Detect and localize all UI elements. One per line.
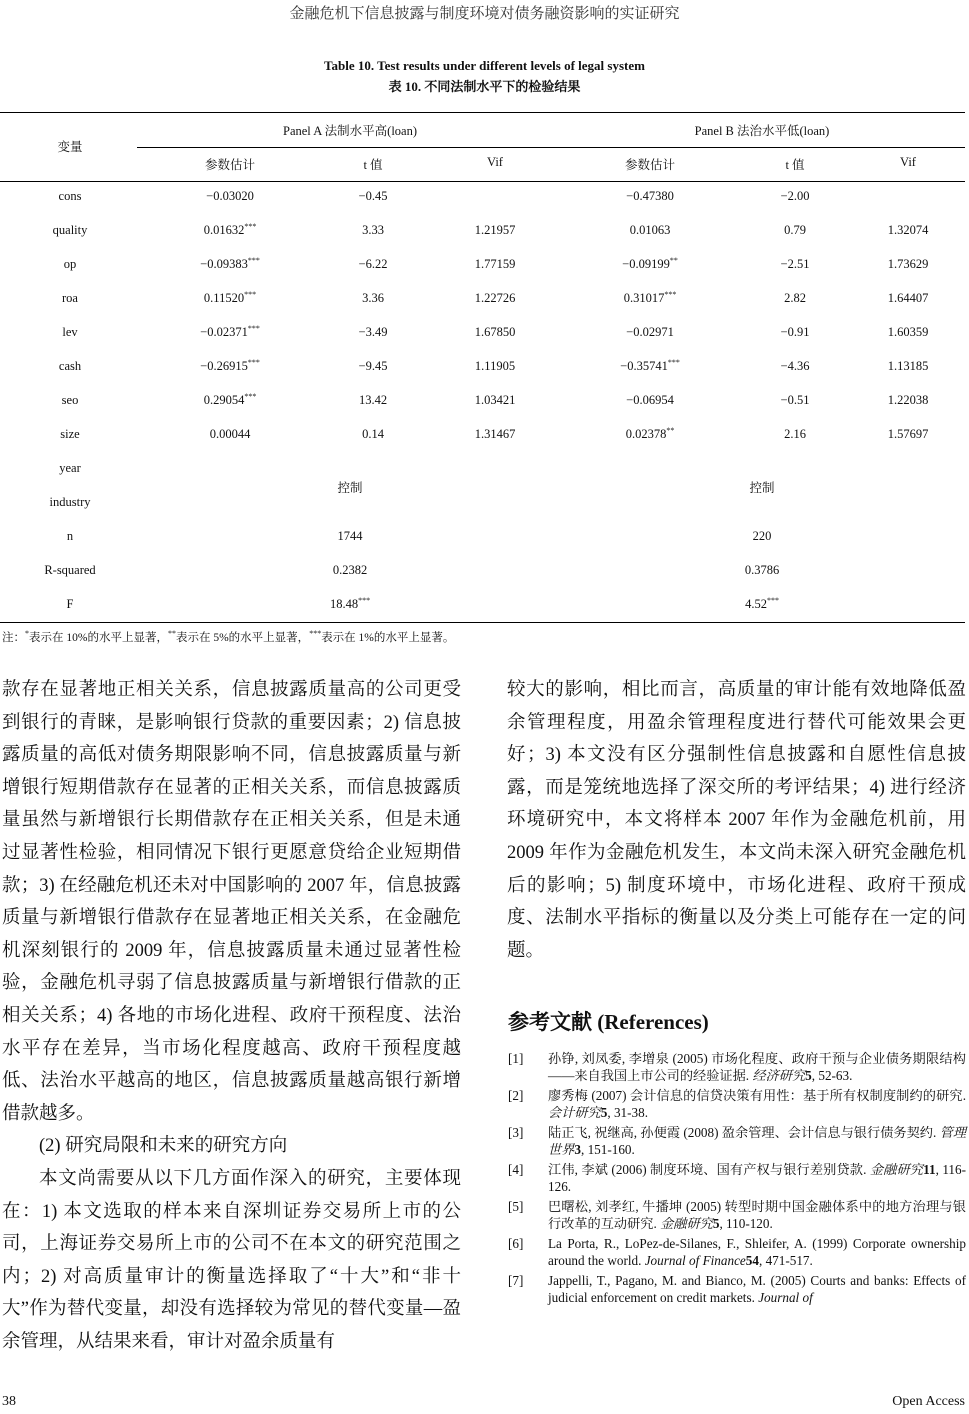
cell-value: 1.64407: [887, 291, 929, 305]
reference-body: 江伟, 李斌 (2006) 制度环境、国有产权与银行差别贷款.: [548, 1162, 870, 1177]
cell-value: 1.57697: [887, 427, 929, 441]
cell-value: cash: [58, 359, 82, 373]
column-header: [785, 155, 804, 173]
cell-vif: [475, 359, 515, 374]
reference-body: 巴曙松, 刘孝红, 牛播坤 (2005) 转型时期中国金融体系中的地方治理与银行改革的互动研究.: [548, 1199, 966, 1231]
cell-vif: [888, 393, 929, 408]
cell-value: −0.09199: [622, 257, 670, 271]
cell-value: 0.11520: [203, 291, 245, 305]
note-text: 表示在 10%的水平上显著，: [29, 632, 168, 644]
cell-estimate: [630, 223, 671, 238]
cell-value: 1.03421: [474, 393, 516, 407]
cell-vif: [475, 291, 516, 306]
reference-volume: 5: [712, 1216, 720, 1231]
cell-value: industry: [49, 495, 91, 509]
cell-value: 0.02378: [625, 427, 667, 441]
row-label: [60, 427, 79, 442]
reference-list: [508, 1050, 966, 1309]
cell-t: [784, 291, 806, 306]
cell-value: −0.91: [780, 325, 810, 339]
cell-vif: [475, 325, 516, 340]
reference-journal: 会计研究: [548, 1105, 601, 1120]
stat-cell: [338, 529, 363, 544]
references-heading: 参考文献 (References): [508, 1010, 709, 1034]
cell-value: 1.31467: [474, 427, 516, 441]
cell-value: −0.47380: [626, 189, 674, 203]
cell-estimate: [204, 291, 256, 306]
table-caption-en: Table 10. Test results under different levels of legal system: [324, 58, 645, 73]
control-cell: [337, 478, 362, 496]
reference-text: [548, 1087, 966, 1121]
reference-body: La Porta, R., LoPez-de-Silanes, F., Shleifer, A. (1999) Corporate ownership around the world.: [548, 1236, 966, 1268]
significance-stars: **: [666, 426, 675, 435]
column-header: [900, 155, 916, 170]
table-top-rule: [0, 112, 965, 113]
row-label: [67, 529, 73, 544]
right-column: [507, 674, 966, 967]
cell-vif: [475, 223, 516, 238]
body-paragraph: 较大的影响，相比而言，高质量的审计能有效地降低盈余管理程度，用盈余管理程度进行替代可能效果会更好；3) 本文没有区分强制性信息披露和自愿性信息披露，而是笼统地选择了深交所的考评结果；4) 进行经济环境研究中，本文将样本 2007 年作为金融危机前，用 2009 年作为金融危机发生，本文尚未深入研究金融危机后的影响；5) 制度环境中，市场化进程、政府干预成度、法制水平指标的衡量以及分类上可能存在一定的问题。: [507, 680, 966, 961]
cell-value: −0.03020: [206, 189, 254, 203]
cell-value: 0.14: [362, 427, 384, 441]
row-label: [64, 257, 77, 272]
reference-item: [508, 1198, 966, 1232]
cell-estimate: [626, 393, 674, 408]
section-subheading: (2) 研究局限和未来的研究方向: [39, 1136, 288, 1157]
reference-body: Jappelli, T., Pagano, M. and Bianco, M. (2005) Courts and banks: Effects of judicial enforcement on credit markets.: [548, 1273, 966, 1305]
reference-number: [5]: [508, 1199, 524, 1214]
cell-t: [781, 325, 810, 340]
cell-estimate: [620, 359, 680, 374]
cell-t: [781, 189, 810, 204]
left-column: [2, 674, 461, 1358]
body-paragraph: 款存在显著地正相关关系，信息披露质量高的公司更受到银行的青睐，是影响银行贷款的重要因素；2) 信息披露质量的高低对债务期限影响不同，信息披露质量与新增银行短期借款存在显著的正相关关系，而信息披露质量虽然与新增银行长期借款存在正相关关系，但是未通过显著性检验，相同情况下银行更愿意贷给企业短期借款；3) 在经融危机还未对中国影响的 2007 年，信息披露质量与新增银行借款存在显著地正相关关系，在金融危机深刻银行的 2009 年，信息披露质量未通过显著性检验，金融危机寻弱了信息披露质量与新增银行借款的正相关关系；4) 各地的市场化进程、政府干预程度、法治水平存在差异，当市场化程度越高、政府干预程度越低、法治水平越高的地区，信息披露质量越高银行新增借款越多。: [2, 680, 461, 1124]
note-star: ***: [309, 629, 322, 638]
cell-value: 0.79: [784, 223, 806, 237]
significance-stars: ***: [244, 392, 257, 401]
column-header: [625, 155, 675, 173]
cell-value: 2.16: [784, 427, 806, 441]
reference-journal: 管理世界: [548, 1125, 967, 1157]
cell-value: cons: [58, 189, 82, 203]
reference-item: [508, 1161, 966, 1195]
significance-stars: **: [669, 256, 678, 265]
reference-number: [3]: [508, 1125, 524, 1140]
cell-value: 1.13185: [887, 359, 929, 373]
cell-value: −0.06954: [626, 393, 674, 407]
cell-estimate: [200, 359, 260, 374]
reference-item: [508, 1124, 966, 1158]
cell-value: −2.00: [780, 189, 810, 203]
cell-value: 1.11905: [474, 359, 516, 373]
reference-journal: 金融研究: [869, 1162, 924, 1177]
reference-item: [508, 1235, 966, 1269]
cell-value: size: [60, 427, 80, 441]
significance-stars: ***: [247, 358, 260, 367]
cell-value: 0.31017: [623, 291, 665, 305]
reference-pages: , 151-160.: [580, 1142, 635, 1157]
cell-vif: [888, 257, 929, 272]
note-star: *: [25, 629, 29, 638]
page-number: 38: [2, 1394, 16, 1409]
cell-value: 3.36: [362, 291, 384, 305]
cell-value: t 值: [363, 158, 383, 172]
cell-value: −0.51: [780, 393, 810, 407]
significance-stars: ***: [247, 256, 260, 265]
cell-t: [359, 257, 388, 272]
cell-value: 220: [752, 529, 772, 543]
reference-volume: 5: [600, 1105, 608, 1120]
cell-vif: [475, 393, 516, 408]
reference-journal: 经济研究: [752, 1068, 806, 1083]
cell-t: [362, 223, 384, 238]
row-label: [67, 597, 74, 612]
stat-cell: [753, 529, 772, 544]
cell-t: [359, 393, 387, 408]
cell-value: −3.49: [358, 325, 388, 339]
reference-number: [2]: [508, 1088, 524, 1103]
table-header-rule: [0, 181, 965, 182]
cell-value: 参数估计: [204, 158, 256, 172]
cell-value: F: [66, 597, 74, 611]
cell-value: 0.29054: [203, 393, 245, 407]
cell-value: t 值: [785, 158, 805, 172]
reference-journal: Journal of: [758, 1290, 813, 1305]
significance-stars: ***: [667, 358, 680, 367]
cell-value: −9.45: [358, 359, 388, 373]
cell-t: [362, 427, 384, 442]
reference-number: [1]: [508, 1051, 524, 1066]
cell-value: 13.42: [358, 393, 388, 407]
cell-vif: [888, 325, 929, 340]
reference-body: 陆正飞, 祝继高, 孙便霞 (2008) 盈余管理、会计信息与银行债务契约.: [548, 1125, 940, 1140]
cell-value: 0.3786: [744, 563, 780, 577]
reference-pages: , 471-517.: [758, 1253, 813, 1268]
reference-journal: 金融研究: [660, 1216, 713, 1231]
row-label: [53, 223, 88, 238]
cell-estimate: [210, 427, 251, 442]
row-label: [59, 461, 81, 476]
column-header: [487, 155, 503, 170]
table-caption-zh: 表 10. 不同法制水平下的检验结果: [388, 79, 581, 94]
reference-journal: Journal of Finance: [644, 1253, 746, 1268]
var-header: 变量: [57, 140, 83, 154]
cell-estimate: [204, 393, 257, 408]
cell-value: −2.51: [780, 257, 810, 271]
cell-estimate: [200, 325, 260, 340]
cell-estimate: [624, 291, 677, 306]
cell-estimate: [626, 189, 674, 204]
cell-t: [359, 325, 388, 340]
significance-stars: ***: [358, 596, 371, 605]
cell-value: −0.09383: [200, 257, 248, 271]
reference-number: [6]: [508, 1236, 524, 1251]
cell-t: [784, 223, 806, 238]
reference-pages: , 110-120.: [719, 1216, 773, 1231]
cell-value: 1.73629: [887, 257, 929, 271]
cell-vif: [888, 291, 929, 306]
reference-volume: 5: [805, 1068, 812, 1083]
cell-vif: [475, 257, 516, 272]
cell-estimate: [626, 325, 674, 340]
cell-value: −0.35741: [620, 359, 668, 373]
reference-volume: 11: [923, 1162, 936, 1177]
cell-value: roa: [62, 291, 78, 305]
cell-t: [362, 291, 384, 306]
panel-a-header: Panel A 法制水平高(loan): [282, 124, 418, 138]
column-header: [205, 155, 255, 173]
cell-value: 控制: [749, 481, 775, 495]
significance-stars: ***: [244, 222, 257, 231]
cell-value: year: [59, 461, 81, 475]
cell-value: Vif: [487, 155, 503, 169]
cell-value: 0.01632: [203, 223, 245, 237]
cell-estimate: [626, 427, 675, 442]
cell-vif: [888, 223, 929, 238]
stat-cell: [330, 597, 370, 612]
cell-value: quality: [52, 223, 88, 237]
note-star: **: [167, 629, 176, 638]
cell-value: op: [63, 257, 77, 271]
cell-value: 1.67850: [474, 325, 516, 339]
control-cell: [749, 478, 774, 496]
significance-stars: ***: [247, 324, 260, 333]
cell-value: n: [66, 529, 74, 543]
reference-item: [508, 1050, 966, 1084]
panel-b-header: Panel B 法治水平低(loan): [694, 124, 830, 138]
cell-estimate: [200, 257, 260, 272]
significance-stars: ***: [766, 596, 779, 605]
cell-value: 0.00044: [209, 427, 251, 441]
stat-cell: [745, 563, 779, 578]
cell-vif: [888, 359, 929, 374]
reference-item: [508, 1272, 966, 1306]
reference-pages: , 116-126.: [548, 1162, 967, 1194]
cell-estimate: [622, 257, 678, 272]
cell-value: 控制: [337, 481, 363, 495]
reference-text: [548, 1235, 966, 1269]
cell-estimate: [206, 189, 254, 204]
cell-value: 参数估计: [624, 158, 676, 172]
cell-value: 1744: [337, 529, 363, 543]
cell-t: [781, 393, 810, 408]
reference-volume: 54: [745, 1253, 759, 1268]
reference-text: [548, 1272, 966, 1306]
cell-value: 1.22726: [474, 291, 516, 305]
cell-t: [359, 359, 388, 374]
reference-volume: 3: [574, 1142, 581, 1157]
running-header: 金融危机下信息披露与制度环境对债务融资影响的实证研究: [289, 6, 680, 22]
row-label: [62, 325, 77, 340]
cell-value: Vif: [900, 155, 916, 169]
note-prefix: 注：: [2, 632, 25, 644]
cell-estimate: [204, 223, 257, 238]
table-sub-rule: [137, 147, 965, 148]
reference-text: [548, 1161, 966, 1195]
significance-stars: ***: [244, 290, 257, 299]
cell-value: 0.01063: [629, 223, 671, 237]
cell-t: [781, 359, 810, 374]
cell-value: 2.82: [784, 291, 806, 305]
cell-value: 1.60359: [887, 325, 929, 339]
row-label: [62, 291, 78, 306]
cell-value: −4.36: [780, 359, 810, 373]
cell-value: lev: [62, 325, 78, 339]
cell-value: 1.21957: [474, 223, 516, 237]
reference-text: [548, 1124, 966, 1158]
reference-body: 孙铮, 刘凤委, 李增泉 (2005) 市场化程度、政府干预与企业债务期限结构——来自我国上市公司的经验证据.: [548, 1051, 966, 1083]
stat-cell: [745, 597, 779, 612]
note-text: 表示在 1%的水平上显著。: [321, 632, 455, 644]
column-header: [363, 155, 382, 173]
reference-pages: , 31-38.: [607, 1105, 649, 1120]
table-note: [2, 629, 454, 645]
cell-t: [781, 257, 810, 272]
cell-value: −0.45: [358, 189, 388, 203]
cell-value: 18.48: [329, 597, 359, 611]
cell-value: 1.22038: [887, 393, 929, 407]
body-paragraph: 本文尚需要从以下几方面作深入的研究，主要体现在：1) 本文选取的样本来自深圳证券交易所上市的公司，上海证券交易所上市的公司不在本文的研究范围之内；2) 对高质量审计的衡量选择取了“十大”和“非十大”作为替代变量，却没有选择较为常见的替代变量—盈余管理，从结果来看，审计对盈余质量有: [2, 1168, 461, 1352]
cell-t: [784, 427, 806, 442]
note-text: 表示在 5%的水平上显著，: [175, 632, 310, 644]
reference-body: 廖秀梅 (2007) 会计信息的信贷决策有用性：基于所有权制度制约的研究.: [548, 1088, 966, 1103]
cell-value: seo: [61, 393, 79, 407]
cell-value: 4.52: [745, 597, 767, 611]
reference-text: [548, 1198, 966, 1232]
row-label: [59, 189, 82, 204]
row-label: [44, 563, 95, 578]
cell-t: [359, 189, 388, 204]
cell-value: −6.22: [358, 257, 388, 271]
cell-value: 0.2382: [332, 563, 368, 577]
stat-cell: [333, 563, 367, 578]
row-label: [59, 359, 81, 374]
reference-pages: , 52-63.: [811, 1068, 853, 1083]
row-label: [50, 495, 91, 510]
table-bottom-rule: [0, 622, 965, 623]
reference-item: [508, 1087, 966, 1121]
cell-value: −0.02371: [200, 325, 248, 339]
reference-number: [7]: [508, 1273, 524, 1288]
reference-text: [548, 1050, 966, 1084]
cell-value: −0.02971: [626, 325, 674, 339]
cell-vif: [888, 427, 929, 442]
cell-value: 3.33: [362, 223, 384, 237]
row-label: [62, 393, 79, 408]
significance-stars: ***: [664, 290, 677, 299]
cell-value: 1.32074: [887, 223, 929, 237]
cell-value: −0.26915: [200, 359, 248, 373]
publisher-label: Open Access: [892, 1394, 965, 1409]
cell-value: 1.77159: [474, 257, 516, 271]
cell-vif: [475, 427, 516, 442]
cell-value: R-squared: [44, 563, 96, 577]
reference-number: [4]: [508, 1162, 524, 1177]
